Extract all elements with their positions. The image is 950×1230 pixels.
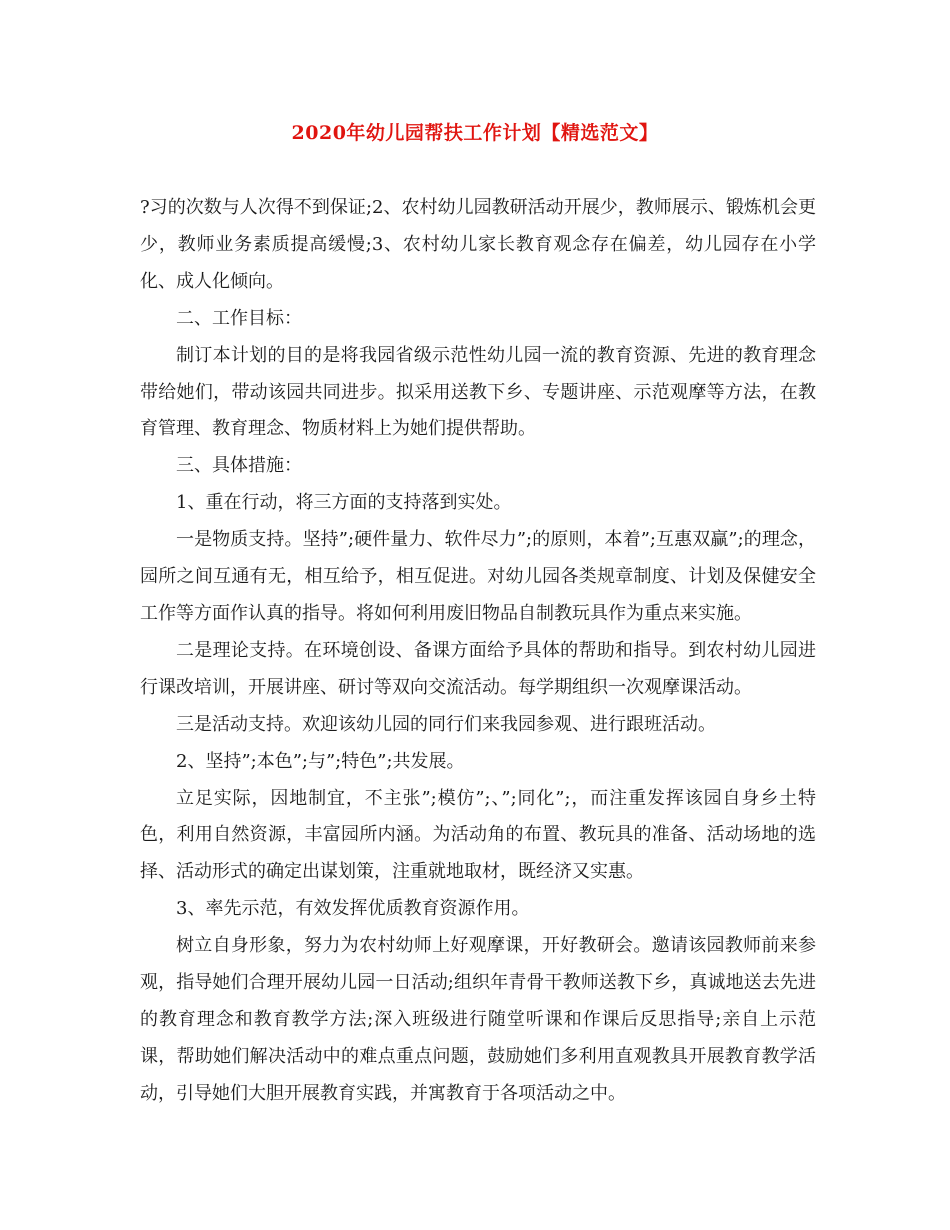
body-paragraph: 3、率先示范，有效发挥优质教育资源作用。 xyxy=(176,898,530,920)
document-body xyxy=(140,190,816,1113)
body-paragraph: 三是活动支持。欢迎该幼儿园的同行们来我园参观、进行跟班活动。 xyxy=(176,713,716,735)
body-paragraph: 立足实际，因地制宜，不主张”;模仿”;、”;同化”;，而注重发挥该园自身乡土特色，利用自然资源，丰富园所内涵。为活动角的布置、教玩具的准备、活动场地的选择、活动形式的确定出谋划策，注重就地取材，既经济又实惠。 xyxy=(140,787,816,883)
body-paragraph: 树立自身形象，努力为农村幼师上好观摩课，开好教研会。邀请该园教师前来参观，指导她们合理开展幼儿园一日活动;组织年青骨干教师送教下乡，真诚地送去先进的教育理念和教育教学方法;深入班级进行随堂听课和作课后反思指导;亲自上示范课，帮助她们解决活动中的难点重点问题，鼓励她们多利用直观教具开展教育教学活动，引导她们大胆开展教育实践，并寓教育于各项活动之中。 xyxy=(140,935,816,1104)
body-paragraph: 制订本计划的目的是将我园省级示范性幼儿园一流的教育资源、先进的教育理念带给她们，带动该园共同进步。拟采用送教下乡、专题讲座、示范观摩等方法，在教育管理、教育理念、物质材料上为她们提供帮助。 xyxy=(140,344,816,440)
body-paragraph: 三、具体措施： xyxy=(176,455,302,477)
body-paragraph: 二、工作目标： xyxy=(176,307,302,329)
body-paragraph: 2、坚持”;本色”;与”;特色”;共发展。 xyxy=(176,750,465,772)
body-paragraph: 1、重在行动，将三方面的支持落到实处。 xyxy=(176,492,512,514)
document-title: 2020年幼儿园帮扶工作计划【精选范文】 xyxy=(291,122,659,144)
body-paragraph: 二是理论支持。在环境创设、备课方面给予具体的帮助和指导。到农村幼儿园进行课改培训，开展讲座、研讨等双向交流活动。每学期组织一次观摩课活动。 xyxy=(140,639,816,698)
body-paragraph: 一是物质支持。坚持”;硬件量力、软件尽力”;的原则，本着”;互惠双赢”;的理念，园所之间互通有无，相互给予，相互促进。对幼儿园各类规章制度、计划及保健安全工作等方面作认真的指导。将如何利用废旧物品自制教玩具作为重点来实施。 xyxy=(140,529,816,624)
body-paragraph: ?习的次数与人次得不到保证;2、农村幼儿园教研活动开展少，教师展示、锻炼机会更少，教师业务素质提高缓慢;3、农村幼儿家长教育观念存在偏差，幼儿园存在小学化、成人化倾向。 xyxy=(140,197,816,292)
